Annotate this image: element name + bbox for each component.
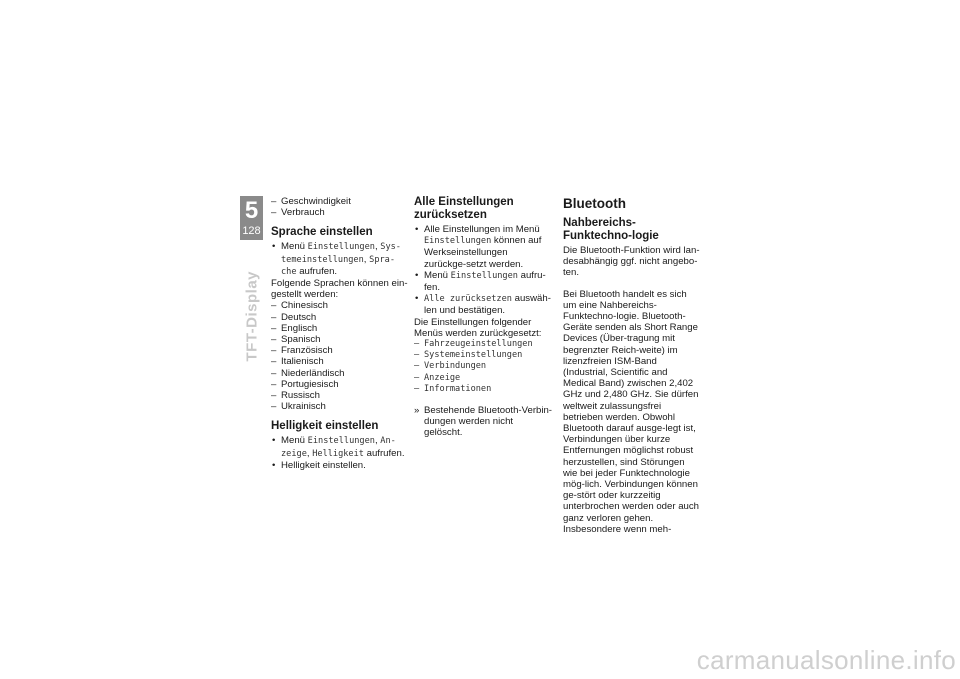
bluetooth-subheading: Nahbereichs-Funktechno-logie	[563, 217, 659, 242]
page-number: 128	[240, 224, 263, 238]
language-list	[271, 300, 409, 412]
list-item: – Geschwindigkeit	[271, 196, 409, 207]
menu-item: – Anzeige	[414, 373, 552, 384]
bluetooth-para-1: Die Bluetooth-Funktion wird lan-desabhängig ggf. nicht angebo-ten.	[563, 245, 700, 279]
reset-step: • Alle Einstellungen im Menü Einstellungen können auf Werkseinstellungen zurückge-setzt werden.	[414, 224, 552, 270]
language-item: – Chinesisch	[271, 300, 409, 311]
brightness-step: • Helligkeit einstellen.	[271, 460, 409, 471]
language-item: – Französisch	[271, 345, 409, 356]
menu-item: – Fahrzeugeinstellungen	[414, 339, 552, 350]
list-item: – Verbrauch	[271, 207, 409, 218]
column-2	[414, 196, 552, 439]
language-item: – Deutsch	[271, 312, 409, 323]
bluetooth-para-2: Bei Bluetooth handelt es sich um eine Nahbereichs-Funktechno-logie. Bluetooth-Geräte senden als Short Range Devices (Über-tragung mit begrenzter Reich-weite) im lizenzfreien ISM-Band (Industrial, Scientific and Medical Band) zwischen 2,402 GHz und 2,480 GHz. Sie dürfen weltweit zulassungsfrei betrieben werden. Obwohl Bluetooth darauf ausge-legt ist, Verbindungen über kurze Entfernungen möglichst robust herzustellen, sind Störungen wie bei jeder Funktechnologie mög-lich. Verbindungen können ge-stört oder kurzzeitig unterbrochen werden oder auch ganz verloren gehen. Insbesondere wenn meh-	[563, 288, 700, 535]
reset-heading: Alle Einstellungen zurücksetzen	[414, 196, 514, 221]
language-item: – Englisch	[271, 323, 409, 334]
bluetooth-heading: Bluetooth	[563, 196, 626, 211]
menu-item: – Informationen	[414, 384, 552, 395]
language-heading: Sprache einstellen	[271, 226, 373, 239]
column-3	[563, 196, 701, 535]
language-item: – Russisch	[271, 390, 409, 401]
reset-step: • Menü Einstellungen aufru-fen.	[414, 270, 552, 293]
reset-result	[414, 405, 552, 439]
language-item: – Ukrainisch	[271, 401, 409, 412]
language-step: • Menü Einstellungen, Sys-temeinstellungen, Spra-che aufrufen.	[271, 241, 409, 278]
reset-step: • Alle zurücksetzen auswäh-len und bestätigen.	[414, 293, 552, 316]
brightness-step: • Menü Einstellungen, An-zeige, Helligkeit aufrufen.	[271, 435, 409, 459]
brightness-steps	[271, 435, 409, 471]
reset-intro: Die Einstellungen folgender Menüs werden zurückgesetzt:	[414, 316, 542, 339]
chapter-badge	[240, 196, 263, 240]
watermark: carmanualsonline.info	[696, 645, 956, 675]
menu-item: – Verbindungen	[414, 361, 552, 372]
language-item: – Spanisch	[271, 334, 409, 345]
language-item: – Portugiesisch	[271, 379, 409, 390]
brightness-heading: Helligkeit einstellen	[271, 420, 379, 433]
display-options-list	[271, 196, 409, 218]
side-title: TFT-Display	[243, 270, 261, 362]
column-1	[271, 196, 409, 471]
language-item: – Italienisch	[271, 356, 409, 367]
reset-menu-list	[414, 339, 552, 395]
language-item: – Niederländisch	[271, 368, 409, 379]
reset-steps	[414, 224, 552, 317]
chapter-number: 5	[244, 197, 259, 224]
language-intro: Folgende Sprachen können ein-gestellt werden:	[271, 278, 408, 301]
language-steps	[271, 241, 409, 278]
menu-item: – Systemeinstellungen	[414, 350, 552, 361]
result-item: » Bestehende Bluetooth-Verbin-dungen werden nicht gelöscht.	[414, 405, 552, 439]
